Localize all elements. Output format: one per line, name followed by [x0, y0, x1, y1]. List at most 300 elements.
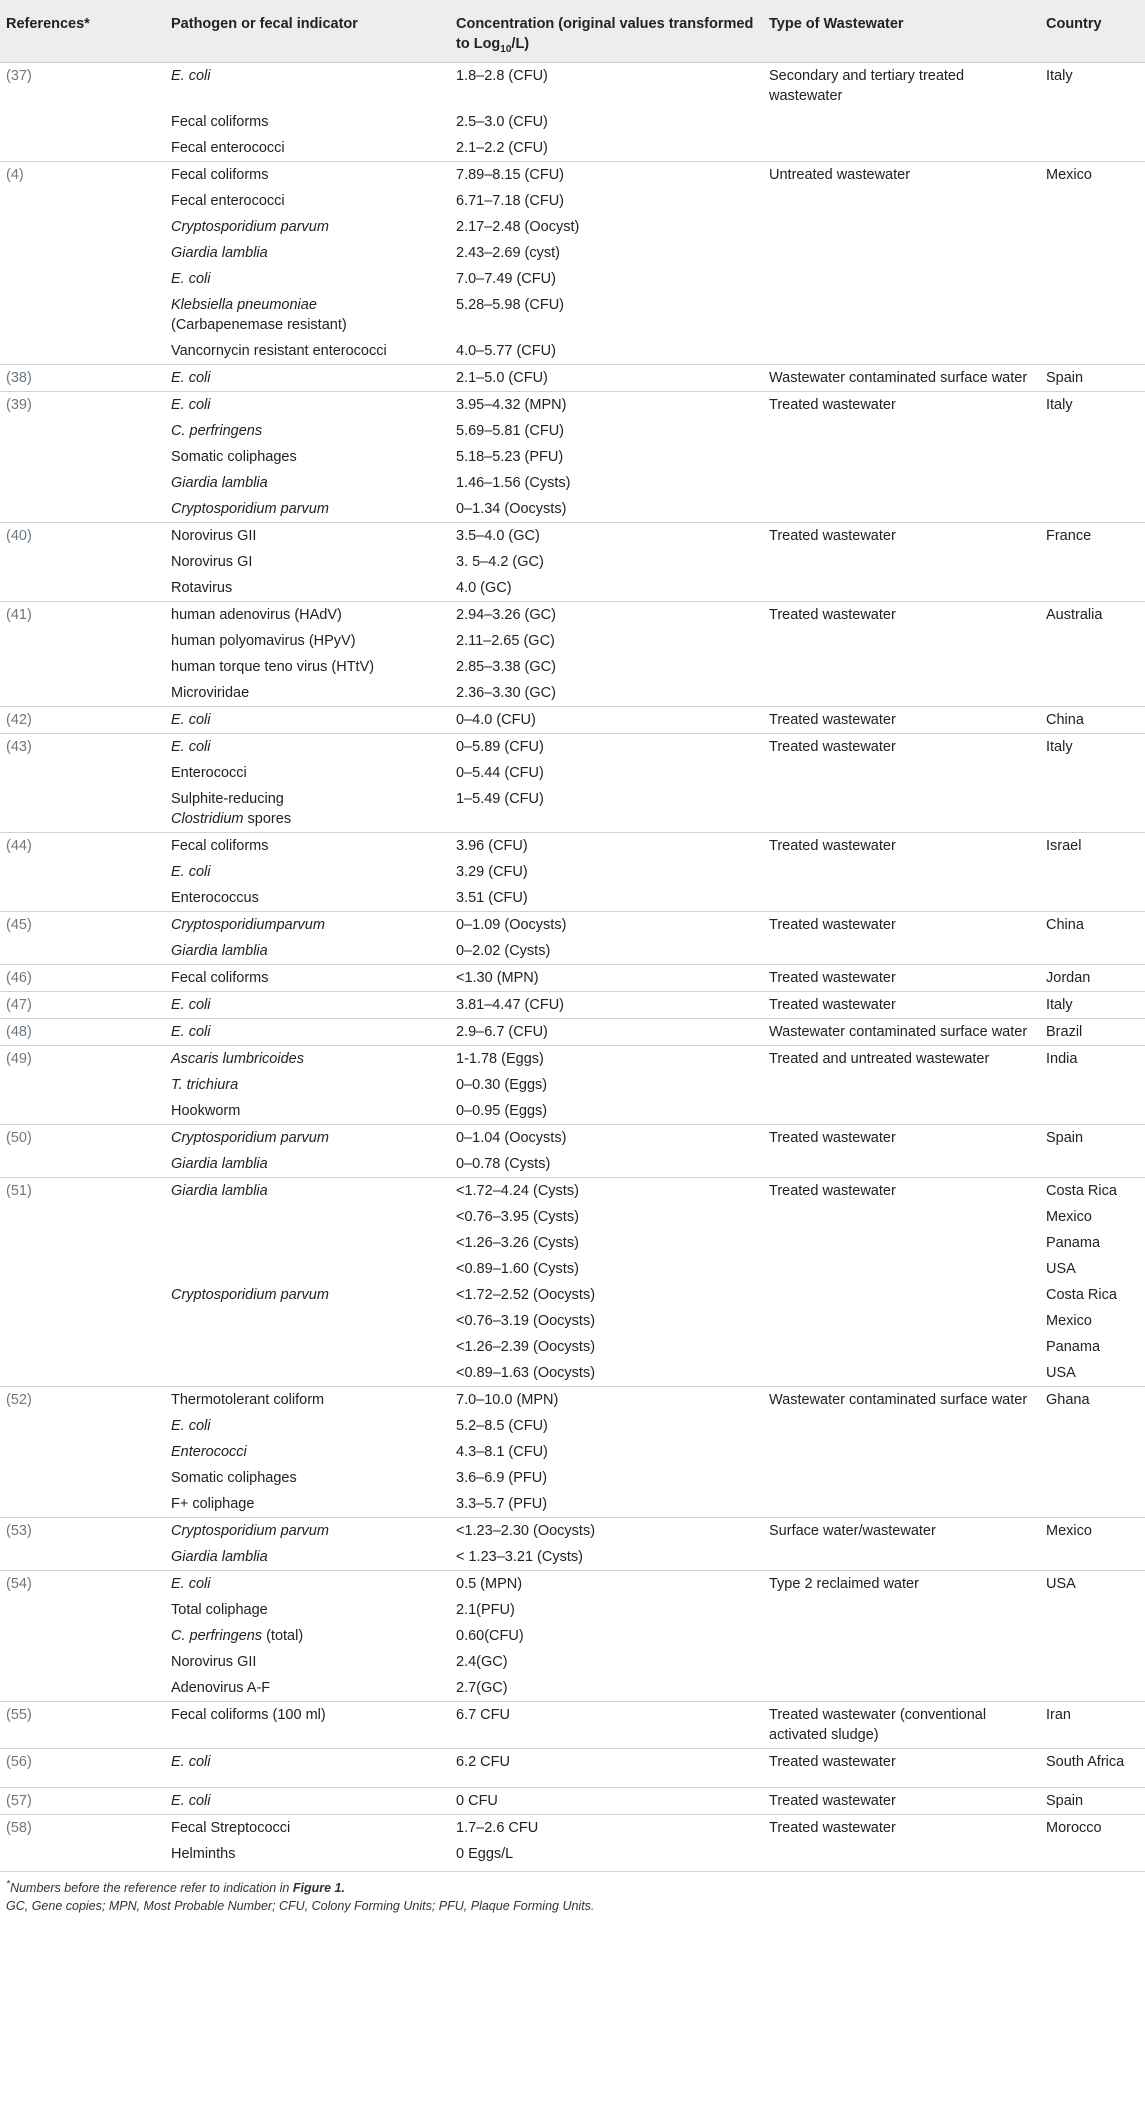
pathogen-cell [165, 654, 450, 680]
table-row [0, 965, 1145, 992]
wastewater-type-cell [763, 885, 1040, 912]
concentration-cell: 0–0.78 (Cysts) [456, 1156, 551, 1172]
pathogen-name: Fecal Streptococci [171, 1820, 291, 1836]
table-row [0, 365, 1145, 392]
concentration-cell: 3. 5–4.2 (GC) [456, 554, 544, 570]
concentration-cell: 6.7 CFU [450, 1702, 763, 1749]
country-cell: Morocco [1040, 1815, 1145, 1842]
country-cell [1040, 1098, 1145, 1125]
reference-cell [0, 1230, 165, 1256]
pathogen-name: Norovirus GII [171, 1654, 257, 1670]
country-cell [1040, 444, 1145, 470]
country-cell [1040, 1439, 1145, 1465]
concentration-cell: <1.72–2.52 (Oocysts) [456, 1287, 596, 1303]
pathogen-name: Ascaris lumbricoides [171, 1051, 304, 1067]
pathogen-cell [165, 1308, 450, 1334]
reference-cell [0, 786, 165, 833]
country-cell [1040, 1623, 1145, 1649]
table-row [0, 680, 1145, 707]
pathogen-name: Cryptosporidium parvum [171, 219, 329, 235]
pathogen-name: Adenovirus A-F [171, 1680, 271, 1696]
country-cell [1040, 1649, 1145, 1675]
table-row [0, 1178, 1145, 1205]
pathogen-cell [165, 1439, 450, 1465]
table-row [0, 575, 1145, 602]
reference-cell [0, 1151, 165, 1178]
pathogen-name: human adenovirus (HAdV) [171, 607, 342, 623]
table-row [0, 992, 1145, 1019]
pathogen-cell [165, 162, 450, 189]
reference-cell: (57) [0, 1788, 165, 1815]
concentration-cell: <0.76–3.19 (Oocysts) [456, 1313, 596, 1329]
pathogen-cell [165, 1518, 450, 1545]
country-cell [1040, 1151, 1145, 1178]
table-row [0, 338, 1145, 365]
pathogen-cell [165, 833, 450, 860]
concentration-cell: 7.0–7.49 (CFU) [456, 271, 556, 287]
country-cell [1040, 575, 1145, 602]
table-row [0, 418, 1145, 444]
country-cell [1040, 266, 1145, 292]
table-row [0, 1151, 1145, 1178]
pathogen-name: Total coliphage [171, 1602, 268, 1618]
pathogen-name: Somatic coliphages [171, 1470, 297, 1486]
wastewater-type-cell [763, 1334, 1040, 1360]
pathogen-name: E. coli [171, 739, 211, 755]
pathogen-cell [165, 1098, 450, 1125]
table-row [0, 912, 1145, 939]
table-row [0, 760, 1145, 786]
reference-cell: (55) [0, 1702, 165, 1749]
table-row [0, 1439, 1145, 1465]
reference-cell [0, 1098, 165, 1125]
pathogen-name: Fecal coliforms (100 ml) [171, 1707, 326, 1723]
country-cell [1040, 628, 1145, 654]
pathogen-cell [165, 292, 450, 338]
wastewater-type-cell [763, 680, 1040, 707]
reference-cell [0, 135, 165, 162]
reference-cell: (37) [0, 63, 165, 110]
country-cell: Costa Rica [1046, 1287, 1117, 1303]
table-row [0, 859, 1145, 885]
country-cell [1040, 549, 1145, 575]
reference-cell [0, 240, 165, 266]
reference-cell [0, 188, 165, 214]
reference-cell [0, 760, 165, 786]
concentration-cell: 0–4.0 (CFU) [450, 707, 763, 734]
country-cell: Mexico [1046, 1209, 1092, 1225]
pathogen-cell [165, 1491, 450, 1518]
pathogen-cell [165, 1019, 450, 1046]
pathogen-cell [165, 1544, 450, 1571]
country-cell [1040, 786, 1145, 833]
reference-cell [0, 470, 165, 496]
pathogen-name: E. coli [171, 1793, 211, 1809]
pathogen-name: T. trichiura [171, 1077, 239, 1093]
reference-cell: (45) [0, 912, 165, 939]
pathogen-name: Hookworm [171, 1103, 241, 1119]
pathogen-name: E. coli [171, 1576, 211, 1592]
pathogen-cell [165, 602, 450, 629]
pathogen-cell [165, 1571, 450, 1598]
pathogen-name: E. coli [171, 68, 211, 84]
country-cell: Israel [1040, 833, 1145, 860]
pathogen-name: Giardia lamblia [171, 1549, 268, 1565]
table-row [0, 1072, 1145, 1098]
concentration-cell: 0–1.09 (Oocysts) [450, 912, 763, 939]
reference-cell: (52) [0, 1387, 165, 1414]
pathogen-name: E. coli [171, 1418, 211, 1434]
table-row [0, 1204, 1145, 1230]
pathogen-name: F+ coliphage [171, 1496, 255, 1512]
header-concentration [450, 0, 763, 63]
wastewater-type-cell [763, 135, 1040, 162]
reference-cell [0, 680, 165, 707]
table-row [0, 885, 1145, 912]
concentration-cell: 5.28–5.98 (CFU) [456, 297, 564, 313]
pathogen-name: Fecal coliforms [171, 970, 269, 986]
reference-cell [0, 938, 165, 965]
pathogen-suffix: (total) [262, 1628, 304, 1644]
reference-cell [0, 1204, 165, 1230]
pathogen-cell [165, 1360, 450, 1387]
wastewater-type-cell: Treated wastewater [763, 602, 1040, 629]
pathogen-cell [165, 1072, 450, 1098]
country-cell [1040, 859, 1145, 885]
table-row [0, 734, 1145, 761]
country-cell [1040, 1072, 1145, 1098]
reference-cell: (42) [0, 707, 165, 734]
table-row [0, 1623, 1145, 1649]
wastewater-type-cell [763, 1841, 1040, 1867]
reference-cell [0, 654, 165, 680]
concentration-cell: 0.5 (MPN) [450, 1571, 763, 1598]
table-row [0, 628, 1145, 654]
wastewater-type-cell [763, 628, 1040, 654]
concentration-cell: <0.89–1.63 (Oocysts) [456, 1365, 596, 1381]
wastewater-type-cell [763, 1465, 1040, 1491]
pathogen-name: Thermotolerant coliform [171, 1392, 325, 1408]
reference-cell: (50) [0, 1125, 165, 1152]
country-cell: USA [1046, 1261, 1076, 1277]
concentration-cell: <1.23–2.30 (Oocysts) [450, 1518, 763, 1545]
country-cell: Spain [1040, 1125, 1145, 1152]
pathogen-name: C. perfringens [171, 1628, 263, 1644]
reference-cell [0, 1334, 165, 1360]
table-row [0, 1334, 1145, 1360]
reference-cell: (39) [0, 392, 165, 419]
header-concentration-subscript: 10 [500, 43, 512, 55]
wastewater-type-cell: Wastewater contaminated surface water [763, 1019, 1040, 1046]
wastewater-type-cell [763, 1675, 1040, 1702]
footnote-divider [0, 1871, 1145, 1872]
country-cell: China [1040, 912, 1145, 939]
pathogen-cell [165, 707, 450, 734]
concentration-cell: 0–5.89 (CFU) [450, 734, 763, 761]
concentration-cell: 3.96 (CFU) [450, 833, 763, 860]
country-cell [1040, 496, 1145, 523]
wastewater-type-cell: Treated wastewater (conventional activated sludge) [763, 1702, 1040, 1749]
concentration-cell: 2.1–2.2 (CFU) [456, 140, 548, 156]
wastewater-type-cell: Type 2 reclaimed water [763, 1571, 1040, 1598]
wastewater-type-cell [763, 1151, 1040, 1178]
country-cell: Panama [1046, 1235, 1101, 1251]
concentration-cell: 3.51 (CFU) [456, 890, 528, 906]
reference-cell [0, 109, 165, 135]
wastewater-type-cell [763, 1544, 1040, 1571]
pathogen-cell [165, 992, 450, 1019]
country-cell: Mexico [1046, 1313, 1092, 1329]
header-country: Country [1040, 0, 1145, 63]
concentration-cell: 2.36–3.30 (GC) [456, 685, 556, 701]
wastewater-type-cell [763, 418, 1040, 444]
wastewater-type-cell [763, 214, 1040, 240]
reference-cell [0, 1465, 165, 1491]
pathogen-cell [165, 365, 450, 392]
pathogen-cell [165, 1675, 450, 1702]
reference-cell: (38) [0, 365, 165, 392]
wastewater-type-cell: Untreated wastewater [763, 162, 1040, 189]
pathogen-name: E. coli [171, 1024, 211, 1040]
pathogen-cell [165, 1702, 450, 1749]
country-cell [1040, 240, 1145, 266]
table-row [0, 470, 1145, 496]
country-cell: USA [1040, 1571, 1145, 1598]
concentration-cell: 2.9–6.7 (CFU) [450, 1019, 763, 1046]
country-cell: Jordan [1040, 965, 1145, 992]
wastewater-type-cell: Treated wastewater [763, 707, 1040, 734]
wastewater-type-cell: Treated wastewater [763, 912, 1040, 939]
country-cell: Italy [1040, 734, 1145, 761]
concentration-cell: <1.72–4.24 (Cysts) [450, 1178, 763, 1205]
reference-cell: (56) [0, 1749, 165, 1788]
table-row [0, 1019, 1145, 1046]
table-header-row [0, 0, 1145, 63]
pathogen-cell [165, 496, 450, 523]
table-row [0, 1256, 1145, 1282]
pathogen-name: human polyomavirus (HPyV) [171, 633, 356, 649]
table-row [0, 833, 1145, 860]
table-row [0, 63, 1145, 110]
table-row [0, 786, 1145, 833]
country-cell [1040, 338, 1145, 365]
header-pathogen: Pathogen or fecal indicator [165, 0, 450, 63]
pathogen-cell [165, 734, 450, 761]
concentration-cell: 0–0.30 (Eggs) [456, 1077, 548, 1093]
country-cell: India [1040, 1046, 1145, 1073]
wastewater-type-cell: Treated wastewater [763, 392, 1040, 419]
pathogen-cell [165, 1623, 450, 1649]
country-cell [1040, 1675, 1145, 1702]
reference-cell: (51) [0, 1178, 165, 1205]
pathogen-name: Enterococci [171, 1444, 247, 1460]
wastewater-type-cell [763, 1413, 1040, 1439]
concentration-cell: 6.2 CFU [450, 1749, 763, 1788]
concentration-cell: 3.81–4.47 (CFU) [450, 992, 763, 1019]
pathogen-name: E. coli [171, 397, 211, 413]
table-row [0, 654, 1145, 680]
pathogen-name: Somatic coliphages [171, 449, 297, 465]
pathogen-cell [165, 1334, 450, 1360]
reference-cell [0, 885, 165, 912]
wastewater-type-cell [763, 1623, 1040, 1649]
table-row [0, 135, 1145, 162]
country-cell: China [1040, 707, 1145, 734]
concentration-cell: <1.26–3.26 (Cysts) [456, 1235, 579, 1251]
wastewater-type-cell [763, 1597, 1040, 1623]
reference-cell: (46) [0, 965, 165, 992]
country-cell [1040, 885, 1145, 912]
wastewater-type-cell [763, 859, 1040, 885]
pathogen-name: Rotavirus [171, 580, 233, 596]
pathogen-cell [165, 523, 450, 550]
pathogen-cell [165, 1749, 450, 1788]
pathogen-name: E. coli [171, 271, 211, 287]
concentration-cell: 4.0 (GC) [456, 580, 512, 596]
concentration-cell: 2.4(GC) [456, 1654, 508, 1670]
wastewater-type-cell [763, 266, 1040, 292]
concentration-cell: 2.5–3.0 (CFU) [456, 114, 548, 130]
reference-cell [0, 1491, 165, 1518]
table-row [0, 549, 1145, 575]
wastewater-type-cell [763, 1649, 1040, 1675]
footnote-abbreviations: GC, Gene copies; MPN, Most Probable Number; CFU, Colony Forming Units; PFU, Plaque Forming Units. [6, 1899, 595, 1913]
pathogen-name: Fecal coliforms [171, 114, 269, 130]
reference-cell [0, 418, 165, 444]
pathogen-cell [165, 188, 450, 214]
wastewater-type-cell: Treated and untreated wastewater [763, 1046, 1040, 1073]
wastewater-type-cell [763, 109, 1040, 135]
country-cell: Ghana [1040, 1387, 1145, 1414]
pathogen-cell [165, 680, 450, 707]
table-row [0, 938, 1145, 965]
pathogen-cell [165, 240, 450, 266]
wastewater-type-cell: Treated wastewater [763, 1178, 1040, 1205]
wastewater-type-cell [763, 1282, 1040, 1308]
concentration-cell: 1-1.78 (Eggs) [450, 1046, 763, 1073]
reference-cell [0, 1675, 165, 1702]
concentration-cell: 6.71–7.18 (CFU) [456, 193, 564, 209]
pathogen-cell [165, 109, 450, 135]
concentration-cell: 0.60(CFU) [456, 1628, 524, 1644]
table-row [0, 1465, 1145, 1491]
pathogen-cell [165, 1815, 450, 1842]
country-cell [1040, 654, 1145, 680]
wastewater-type-cell: Wastewater contaminated surface water [763, 365, 1040, 392]
table-row [0, 1841, 1145, 1867]
pathogen-cell [165, 1387, 450, 1414]
pathogen-name: Giardia lamblia [171, 1156, 268, 1172]
pathogen-genus: Clostridium [171, 811, 244, 827]
wastewater-type-cell [763, 292, 1040, 338]
reference-cell [0, 496, 165, 523]
reference-cell [0, 266, 165, 292]
pathogen-name: E. coli [171, 712, 211, 728]
table-row [0, 240, 1145, 266]
table-row [0, 214, 1145, 240]
pathogen-cell [165, 470, 450, 496]
pathogen-cell [165, 575, 450, 602]
country-cell: Panama [1046, 1339, 1101, 1355]
wastewater-type-cell [763, 575, 1040, 602]
pathogen-cell [165, 1230, 450, 1256]
country-cell: Italy [1040, 392, 1145, 419]
table-row [0, 266, 1145, 292]
country-cell: Mexico [1040, 1518, 1145, 1545]
table-row [0, 188, 1145, 214]
country-cell: Australia [1040, 602, 1145, 629]
concentration-cell: 1.46–1.56 (Cysts) [456, 475, 571, 491]
reference-cell: (58) [0, 1815, 165, 1842]
reference-cell [0, 444, 165, 470]
footnote-figure-link: Figure 1. [292, 1881, 345, 1896]
pathogen-name: Cryptosporidium parvum [171, 501, 329, 517]
pathogen-cell [165, 938, 450, 965]
reference-cell [0, 1544, 165, 1571]
table-row [0, 1308, 1145, 1334]
concentration-cell: 5.69–5.81 (CFU) [456, 423, 564, 439]
pathogen-cell [165, 1788, 450, 1815]
wastewater-type-cell [763, 938, 1040, 965]
pathogen-cell [165, 444, 450, 470]
wastewater-type-cell [763, 240, 1040, 266]
concentration-cell: 0–2.02 (Cysts) [456, 943, 551, 959]
wastewater-type-cell [763, 1098, 1040, 1125]
concentration-cell: 3.29 (CFU) [456, 864, 528, 880]
table-row [0, 1702, 1145, 1749]
footnote-star: * [6, 1879, 11, 1890]
reference-cell: (47) [0, 992, 165, 1019]
reference-cell [0, 1256, 165, 1282]
wastewater-type-cell: Treated wastewater [763, 734, 1040, 761]
table-row [0, 1387, 1145, 1414]
concentration-cell: 2.11–2.65 (GC) [456, 633, 555, 649]
wastewater-type-cell: Surface water/wastewater [763, 1518, 1040, 1545]
concentration-cell: 1.7–2.6 CFU [450, 1815, 763, 1842]
table-row [0, 707, 1145, 734]
reference-cell [0, 859, 165, 885]
pathogen-name: E. coli [171, 370, 211, 386]
table-row [0, 1230, 1145, 1256]
concentration-cell: 0–5.44 (CFU) [456, 765, 544, 781]
header-concentration-unit: /L) [511, 36, 530, 52]
country-cell [1040, 1413, 1145, 1439]
pathogen-cell [165, 135, 450, 162]
table-row [0, 1413, 1145, 1439]
wastewater-type-cell [763, 1256, 1040, 1282]
pathogen-name: E. coli [171, 864, 211, 880]
pathogen-cell [165, 1465, 450, 1491]
pathogen-name: Vancornycin resistant enterococci [171, 343, 387, 359]
wastewater-type-cell [763, 549, 1040, 575]
wastewater-type-cell: Treated wastewater [763, 1788, 1040, 1815]
pathogen-name: Cryptosporidiumparvum [171, 917, 325, 933]
wastewater-type-cell [763, 654, 1040, 680]
reference-cell [0, 1597, 165, 1623]
pathogen-name: Enterococcus [171, 890, 259, 906]
wastewater-type-cell [763, 1439, 1040, 1465]
concentration-cell: 2.1(PFU) [456, 1602, 515, 1618]
pathogen-name: Norovirus GI [171, 554, 253, 570]
footnote-text: Numbers before the reference refer to indication in [10, 1881, 293, 1896]
reference-cell [0, 1308, 165, 1334]
country-cell [1040, 470, 1145, 496]
table-row [0, 444, 1145, 470]
wastewater-type-cell [763, 1230, 1040, 1256]
pathogen-name: Fecal enterococci [171, 140, 285, 156]
concentration-cell: 1.8–2.8 (CFU) [450, 63, 763, 110]
reference-cell: (54) [0, 1571, 165, 1598]
